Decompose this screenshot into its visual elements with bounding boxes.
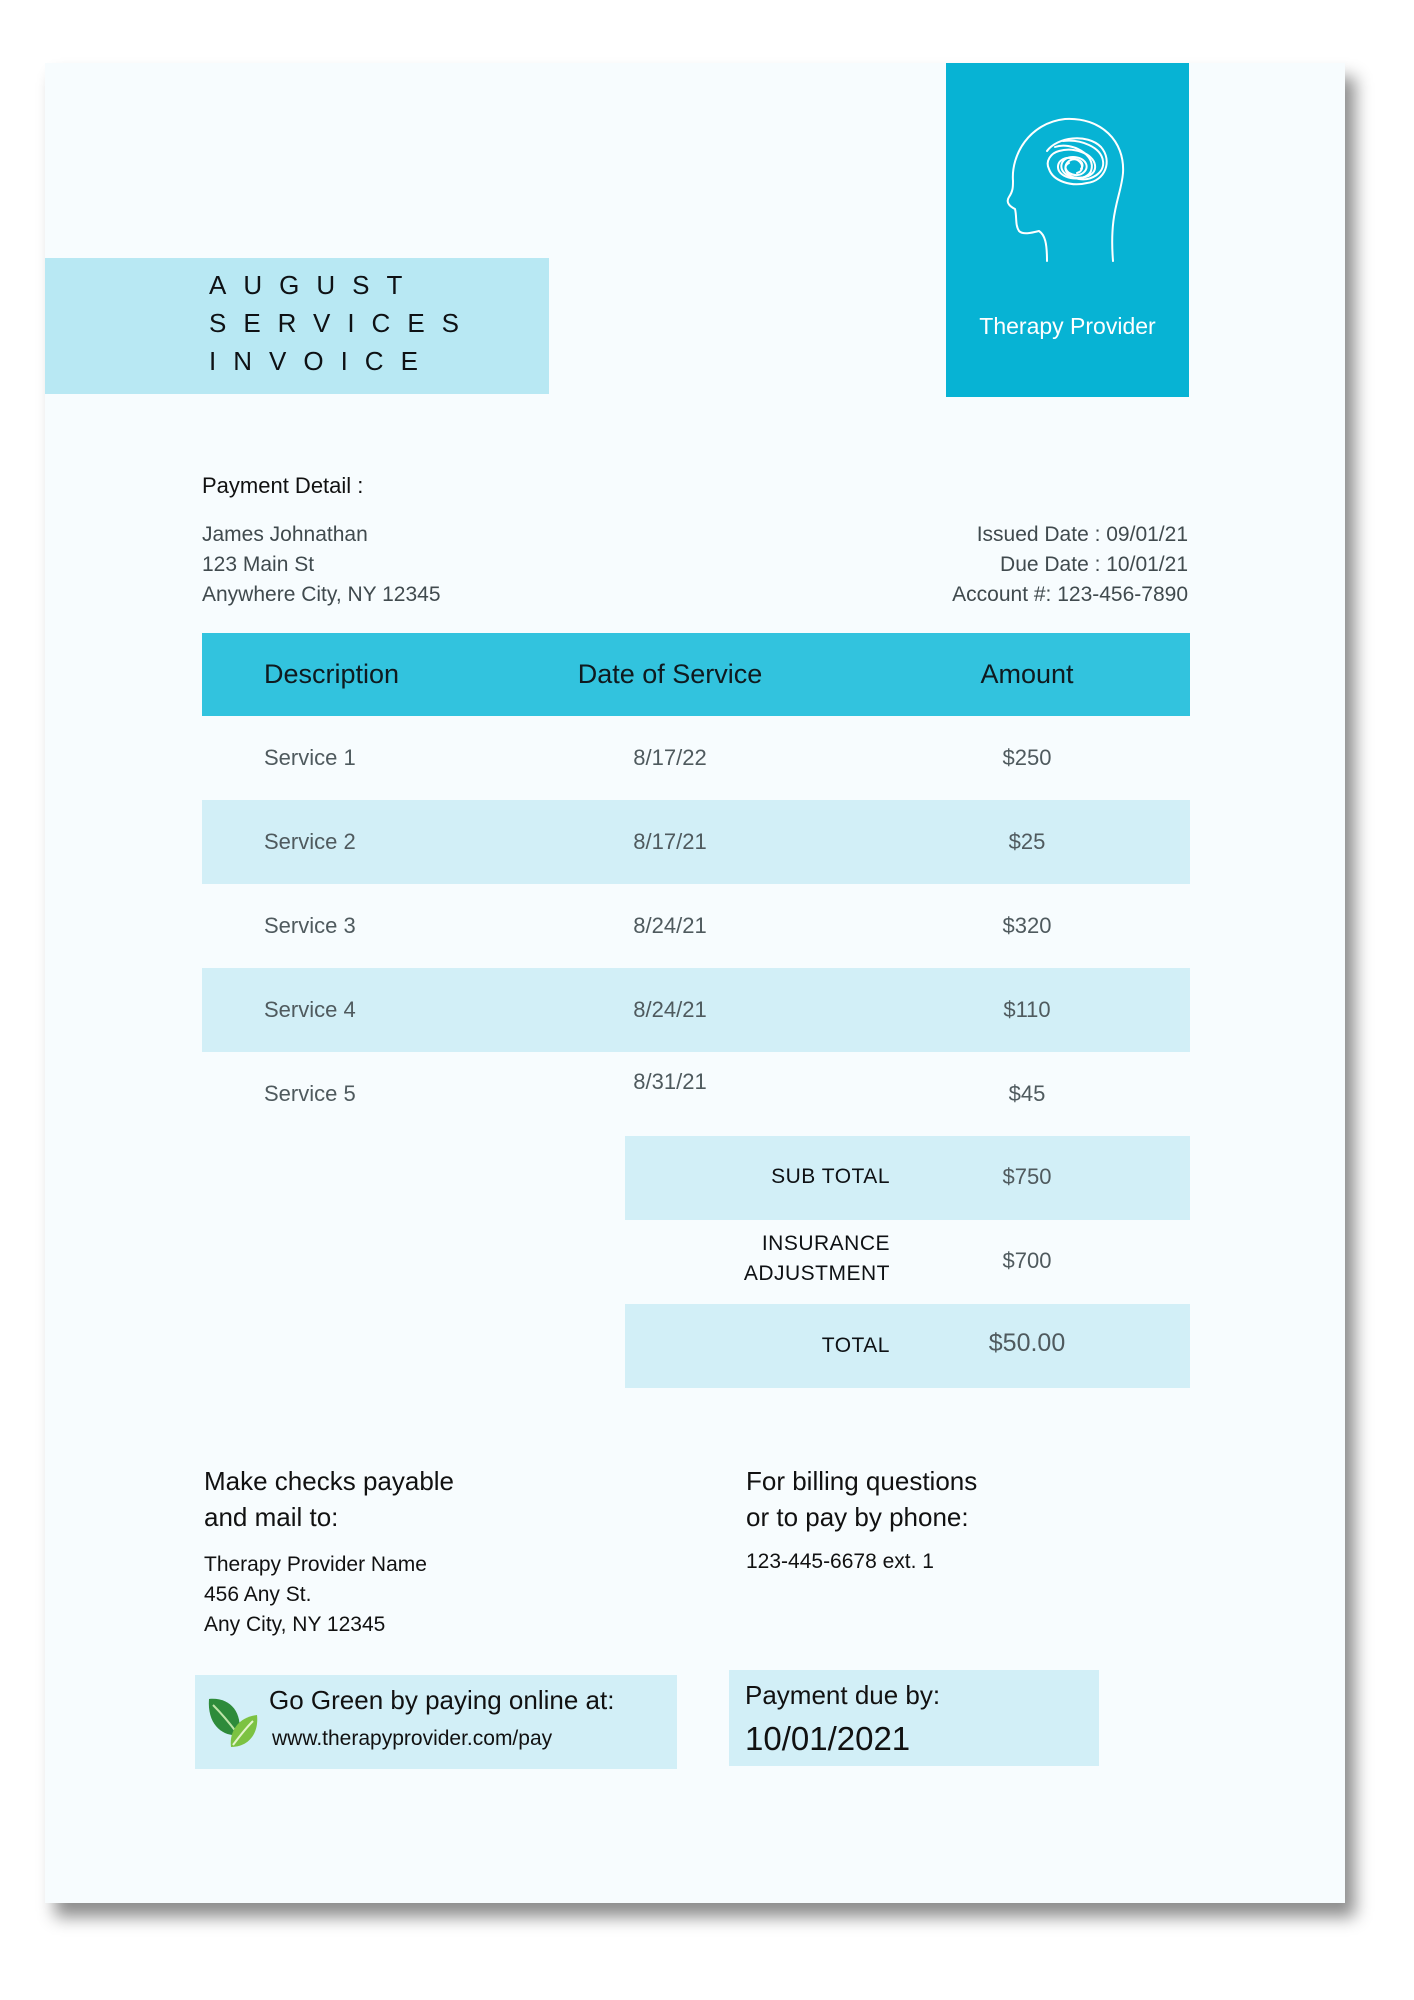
- account-number: Account #: 123-456-7890: [952, 583, 1188, 606]
- subtotal-value: $750: [1002, 1164, 1052, 1189]
- issued-date: Issued Date : 09/01/21: [976, 523, 1188, 546]
- table-row: [202, 968, 1190, 1052]
- row-amount: $320: [1002, 913, 1052, 938]
- customer-address: [202, 520, 441, 610]
- header-amount: Amount: [980, 659, 1074, 689]
- table-row: [202, 800, 1190, 884]
- row-date: 8/17/22: [633, 745, 707, 770]
- total-value: $50.00: [988, 1329, 1066, 1357]
- pay-online-title: Go Green by paying online at:: [269, 1685, 615, 1715]
- billing-phone: 123-445-6678 ext. 1: [746, 1550, 934, 1573]
- header-description: Description: [264, 659, 400, 689]
- provider-address: [204, 1550, 427, 1640]
- green-leaves-icon: [205, 1693, 261, 1751]
- row-date: 8/24/21: [633, 997, 707, 1022]
- subtotal-row: [625, 1136, 1190, 1220]
- provider-street: 456 Any St.: [204, 1583, 312, 1606]
- row-description: Service 5: [264, 1081, 356, 1106]
- row-description: Service 4: [264, 997, 356, 1022]
- header-date: Date of Service: [577, 659, 763, 689]
- total-label: TOTAL: [821, 1334, 890, 1357]
- mail-heading-line-1: Make checks payable: [204, 1466, 455, 1496]
- brand-name: Therapy Provider: [979, 313, 1156, 339]
- payment-due-date: 10/01/2021: [745, 1720, 911, 1757]
- row-amount: $110: [1003, 997, 1051, 1022]
- pay-online-url[interactable]: www.therapyprovider.com/pay: [272, 1727, 553, 1750]
- row-amount: $250: [1002, 745, 1052, 770]
- payment-detail-heading: Payment Detail :: [202, 473, 364, 498]
- total-row: [625, 1304, 1190, 1388]
- subtotal-label: SUB TOTAL: [771, 1165, 890, 1188]
- insurance-label-2: ADJUSTMENT: [743, 1262, 890, 1285]
- title-line-2: SERVICES: [209, 308, 477, 338]
- table-row: [202, 884, 1190, 968]
- customer-city: Anywhere City, NY 12345: [202, 583, 441, 606]
- table-row: [202, 716, 1190, 800]
- row-description: Service 1: [264, 745, 356, 770]
- row-date: 8/17/21: [633, 829, 707, 854]
- provider-name: Therapy Provider Name: [204, 1553, 427, 1576]
- table-header: [202, 633, 1190, 716]
- insurance-value: $700: [1002, 1248, 1052, 1273]
- brand-logo-box: [946, 63, 1189, 397]
- provider-city: Any City, NY 12345: [204, 1613, 386, 1636]
- row-date: 8/24/21: [633, 913, 707, 938]
- title-line-3: INVOICE: [209, 346, 435, 376]
- invoice-title-banner: [45, 258, 549, 394]
- row-amount: $25: [1008, 829, 1046, 854]
- billing-heading-line-1: For billing questions: [746, 1466, 978, 1496]
- mail-heading-line-2: and mail to:: [204, 1502, 339, 1532]
- row-amount: $45: [1008, 1081, 1046, 1106]
- row-date: 8/31/21: [633, 1069, 707, 1094]
- row-description: Service 2: [264, 829, 356, 854]
- billing-heading: [746, 1463, 977, 1535]
- billing-heading-line-2: or to pay by phone:: [746, 1502, 969, 1532]
- row-description: Service 3: [264, 913, 356, 938]
- table-row: [202, 1052, 1190, 1136]
- mail-heading: [204, 1463, 454, 1535]
- pay-online-box: [195, 1675, 677, 1769]
- insurance-row: [625, 1220, 1190, 1304]
- payment-due-label: Payment due by:: [745, 1680, 941, 1710]
- head-with-scribble-icon: [1001, 111, 1131, 271]
- customer-name: James Johnathan: [202, 523, 368, 546]
- title-line-1: AUGUST: [209, 270, 420, 300]
- insurance-label-1: INSURANCE: [761, 1232, 890, 1255]
- customer-street: 123 Main St: [202, 553, 315, 576]
- due-date: Due Date : 10/01/21: [1000, 553, 1188, 576]
- payment-due-box: [729, 1670, 1099, 1766]
- invoice-dates: [952, 520, 1188, 610]
- invoice-page: [45, 63, 1345, 1903]
